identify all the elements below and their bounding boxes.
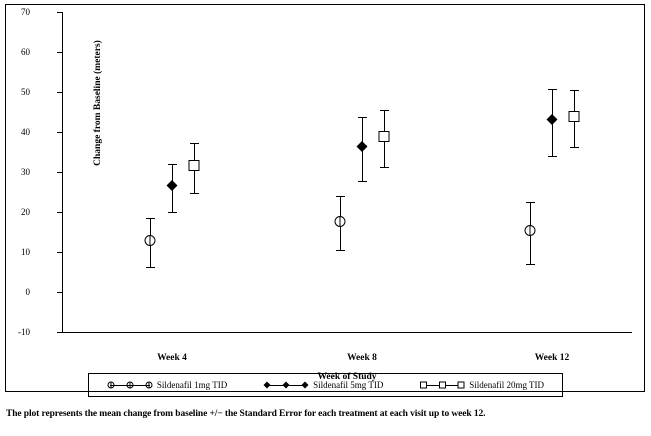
x-group-label: Week 8 bbox=[347, 353, 377, 363]
legend-item-3 bbox=[419, 379, 544, 391]
error-bar-cap bbox=[548, 156, 557, 157]
error-bar-cap bbox=[358, 117, 367, 118]
error-bar-cap bbox=[380, 167, 389, 168]
error-bar-cap bbox=[168, 212, 177, 213]
y-tick bbox=[57, 292, 62, 293]
data-point-marker bbox=[165, 179, 179, 198]
y-tick bbox=[57, 172, 62, 173]
y-tick bbox=[57, 332, 62, 333]
y-tick-label: 20 bbox=[21, 207, 30, 217]
y-tick-label: -10 bbox=[18, 327, 30, 337]
chart-legend bbox=[88, 373, 563, 397]
error-bar-cap bbox=[336, 196, 345, 197]
data-point-marker bbox=[333, 214, 347, 233]
legend-item-2 bbox=[263, 379, 383, 391]
data-point-marker bbox=[187, 158, 201, 177]
y-tick-label: 30 bbox=[21, 167, 30, 177]
data-point-marker bbox=[567, 109, 581, 128]
y-axis-label: Change from Baseline (meters) bbox=[93, 40, 103, 166]
error-bar-cap bbox=[358, 181, 367, 182]
y-tick-label: 40 bbox=[21, 127, 30, 137]
error-bar-cap bbox=[190, 143, 199, 144]
y-tick-label: 70 bbox=[21, 7, 30, 17]
error-bar-cap bbox=[336, 250, 345, 251]
y-axis-line bbox=[62, 12, 63, 332]
y-tick bbox=[57, 212, 62, 213]
legend-item-1 bbox=[107, 379, 227, 391]
legend-key-square-icon bbox=[419, 379, 465, 391]
error-bar-cap bbox=[146, 267, 155, 268]
y-tick-label: 10 bbox=[21, 247, 30, 257]
y-tick-label: 50 bbox=[21, 87, 30, 97]
error-bar-cap bbox=[526, 264, 535, 265]
x-group-label: Week 4 bbox=[157, 353, 187, 363]
legend-key-circle-icon bbox=[107, 379, 153, 391]
error-bar-cap bbox=[168, 164, 177, 165]
x-group-label: Week 12 bbox=[534, 353, 570, 363]
legend-label-3: Sildenafil 20mg TID bbox=[469, 380, 545, 390]
y-tick bbox=[57, 132, 62, 133]
legend-key-diamond-icon bbox=[263, 379, 309, 391]
figure-caption: The plot represents the mean change from baseline +/− the Standard Error for each treatment at each visit up to week 12. bbox=[6, 409, 486, 419]
y-tick bbox=[57, 12, 62, 13]
data-point-marker bbox=[143, 233, 157, 252]
legend-label-1: Sildenafil 1mg TID bbox=[156, 380, 228, 390]
data-point-marker bbox=[523, 223, 537, 242]
error-bar-cap bbox=[570, 90, 579, 91]
y-tick-label: 0 bbox=[25, 287, 30, 297]
error-bar-cap bbox=[380, 110, 389, 111]
x-axis-label: Week of Study bbox=[317, 372, 377, 382]
y-tick bbox=[57, 92, 62, 93]
error-bar-cap bbox=[548, 89, 557, 90]
error-bar-cap bbox=[146, 218, 155, 219]
error-bar-cap bbox=[190, 193, 199, 194]
error-bar-cap bbox=[570, 147, 579, 148]
error-bar-cap bbox=[526, 202, 535, 203]
plot-area bbox=[18, 7, 632, 382]
x-axis-line bbox=[62, 332, 632, 333]
data-point-marker bbox=[355, 139, 369, 158]
data-point-marker bbox=[377, 129, 391, 148]
y-tick-label: 60 bbox=[21, 47, 30, 57]
y-tick bbox=[57, 252, 62, 253]
data-point-marker bbox=[545, 113, 559, 132]
y-tick bbox=[57, 52, 62, 53]
legend-label-2: Sildenafil 5mg TID bbox=[313, 380, 384, 390]
